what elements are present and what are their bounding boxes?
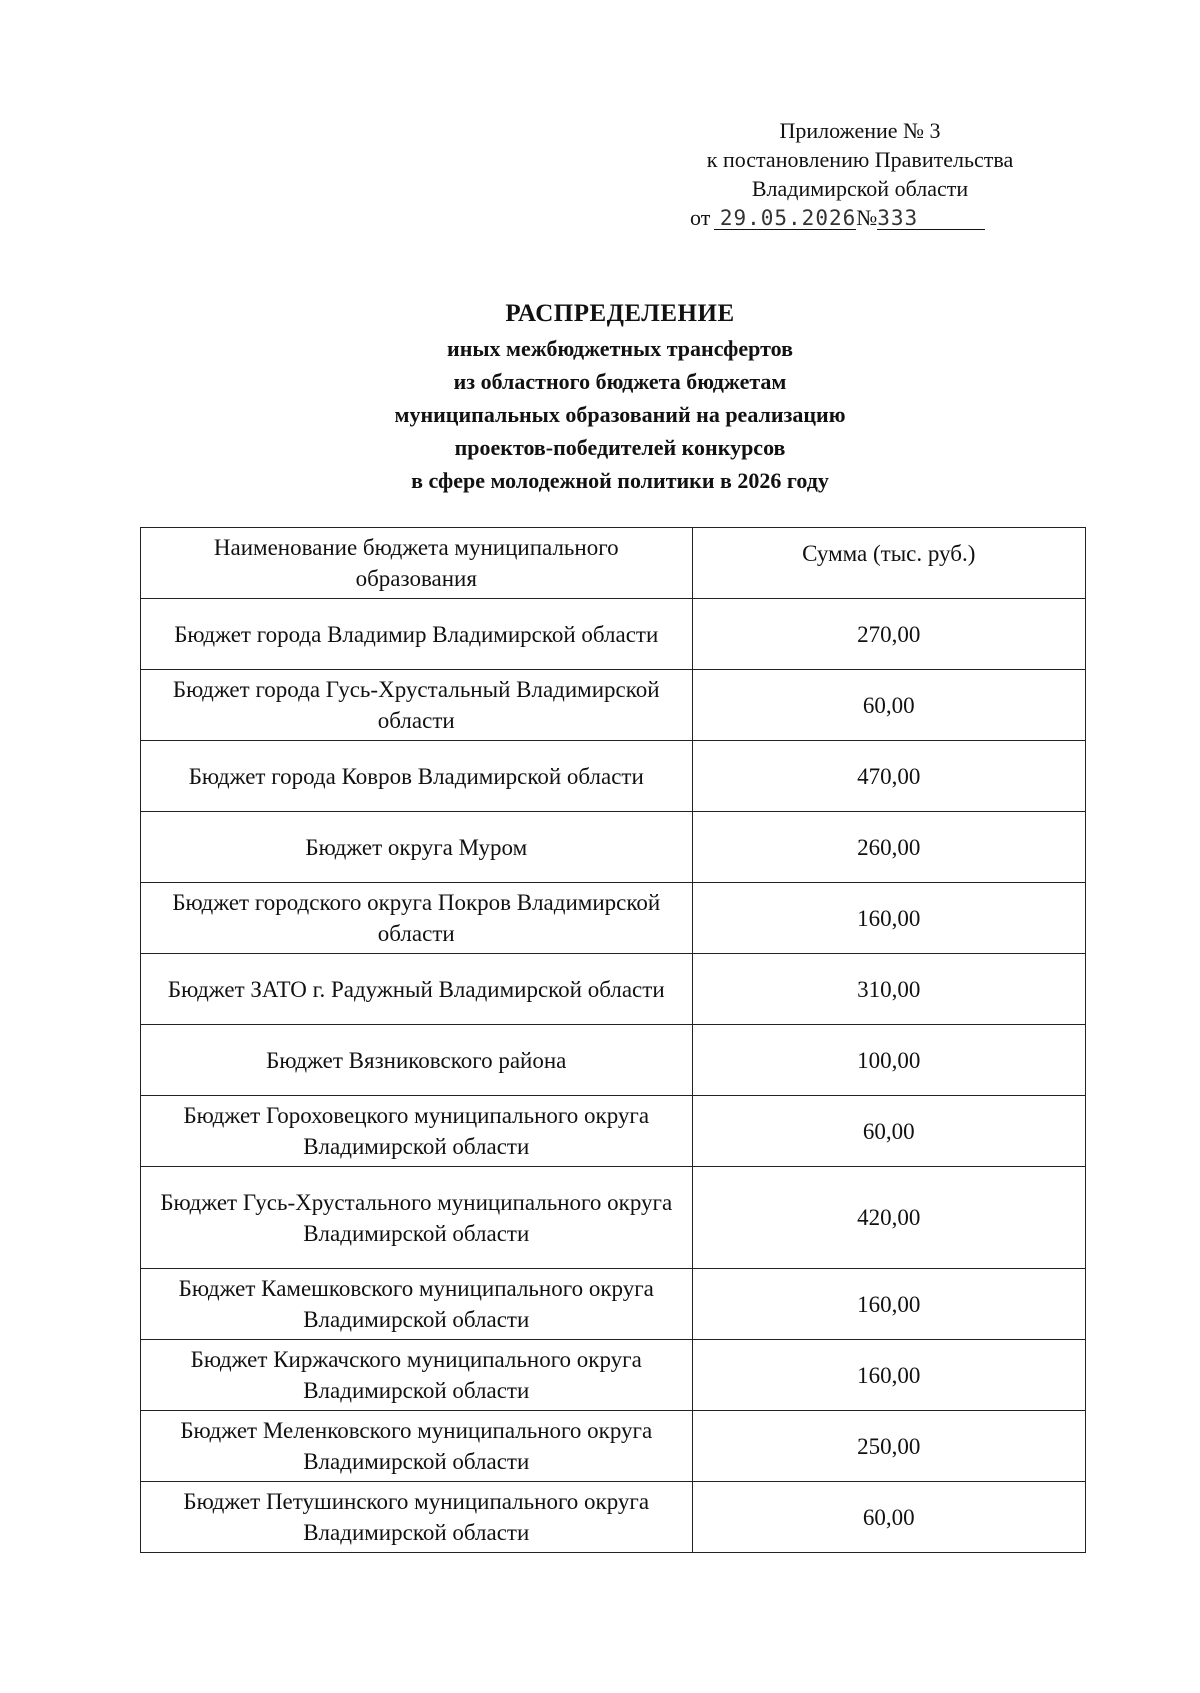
budget-name: Бюджет Гороховецкого муниципального округа Владимирской области [141, 1096, 693, 1167]
budget-sum: 250,00 [692, 1411, 1086, 1482]
budget-sum: 310,00 [692, 954, 1086, 1025]
date-prefix: от [690, 205, 711, 230]
table-row [141, 1482, 1086, 1553]
table-row [141, 1269, 1086, 1340]
appendix-number: Приложение № 3 [779, 118, 941, 143]
table-row [141, 599, 1086, 670]
budget-name: Бюджет округа Муром [141, 812, 693, 883]
budget-sum: 60,00 [692, 1482, 1086, 1553]
budget-sum: 60,00 [692, 670, 1086, 741]
appendix-date-line [690, 203, 1030, 232]
document-title [240, 296, 1000, 497]
table-row [141, 812, 1086, 883]
budget-name: Бюджет городского округа Покров Владимирской области [141, 883, 693, 954]
table-row [141, 883, 1086, 954]
table-row [141, 1411, 1086, 1482]
subtitle-line: иных межбюджетных трансфертов [447, 336, 793, 361]
budget-name: Бюджет Меленковского муниципального округа Владимирской области [141, 1411, 693, 1482]
number-underline [877, 207, 985, 230]
budget-name: Бюджет Гусь-Хрустального муниципального округа Владимирской области [141, 1167, 693, 1269]
appendix-reference: к постановлению Правительства [706, 147, 1014, 172]
budget-name: Бюджет Вязниковского района [141, 1025, 693, 1096]
table-row [141, 1167, 1086, 1269]
table-header-row [141, 528, 1086, 599]
budget-sum: 470,00 [692, 741, 1086, 812]
budget-name: Бюджет города Гусь-Хрустальный Владимирской области [141, 670, 693, 741]
budget-sum: 160,00 [692, 883, 1086, 954]
budget-sum: 160,00 [692, 1269, 1086, 1340]
budget-name: Бюджет ЗАТО г. Радужный Владимирской области [141, 954, 693, 1025]
budget-name: Бюджет Камешковского муниципального округа Владимирской области [141, 1269, 693, 1340]
distribution-table [140, 527, 1086, 1553]
subtitle-line: муниципальных образований на реализацию [394, 402, 846, 427]
decree-number: 333 [877, 206, 919, 230]
budget-sum: 420,00 [692, 1167, 1086, 1269]
date-underline [714, 207, 856, 230]
subtitle-line: проектов-победителей конкурсов [454, 435, 786, 460]
budget-sum: 260,00 [692, 812, 1086, 883]
table-row [141, 1025, 1086, 1096]
budget-name: Бюджет города Владимир Владимирской области [141, 599, 693, 670]
table-row [141, 741, 1086, 812]
budget-name: Бюджет Петушинского муниципального округа Владимирской области [141, 1482, 693, 1553]
subtitle-line: из областного бюджета бюджетам [453, 369, 787, 394]
table-row [141, 670, 1086, 741]
appendix-block [690, 116, 1030, 232]
title-main: РАСПРЕДЕЛЕНИЕ [505, 300, 735, 327]
header-name: Наименование бюджета муниципального образования [141, 528, 693, 599]
subtitle-line: в сфере молодежной политики в 2026 году [411, 468, 829, 493]
table-row [141, 1340, 1086, 1411]
header-sum: Сумма (тыс. руб.) [692, 528, 1086, 599]
budget-sum: 100,00 [692, 1025, 1086, 1096]
decree-date: 29.05.2026 [719, 206, 857, 230]
budget-sum: 270,00 [692, 599, 1086, 670]
table-row [141, 1096, 1086, 1167]
budget-name: Бюджет Киржачского муниципального округа Владимирской области [141, 1340, 693, 1411]
number-sign: № [856, 205, 878, 230]
budget-sum: 160,00 [692, 1340, 1086, 1411]
appendix-region: Владимирской области [751, 176, 969, 201]
table-row [141, 954, 1086, 1025]
budget-sum: 60,00 [692, 1096, 1086, 1167]
budget-name: Бюджет города Ковров Владимирской области [141, 741, 693, 812]
